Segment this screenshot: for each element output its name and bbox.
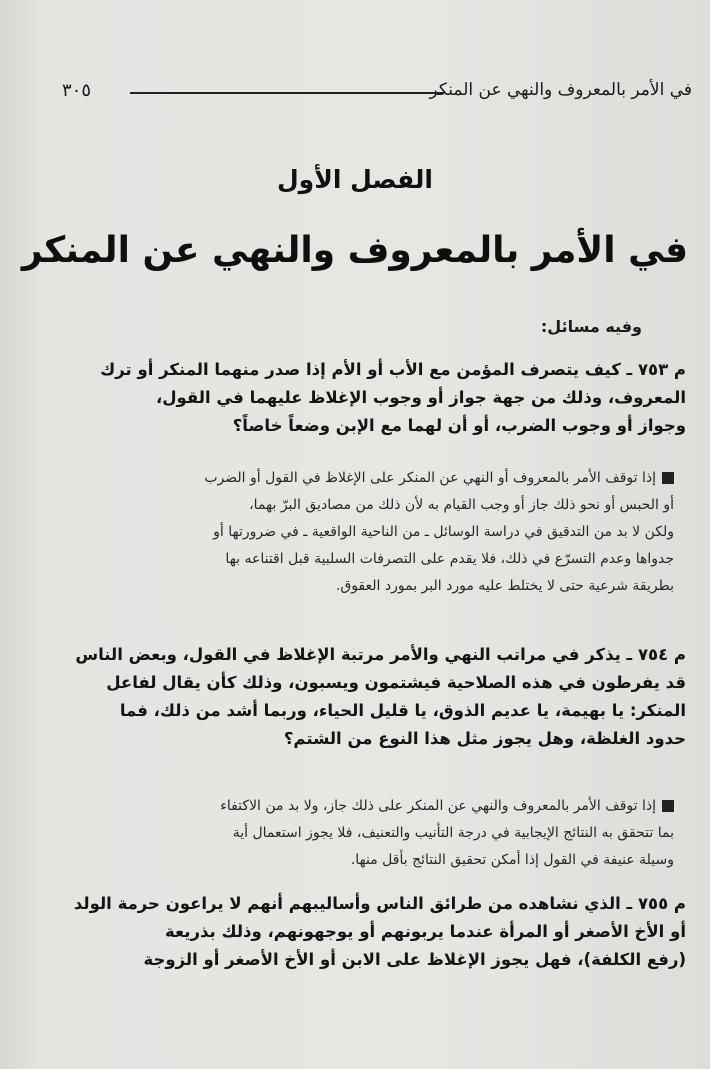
intro-text: وفيه مسائل: [540, 317, 642, 336]
question-line: م ٧٥٣ ـ كيف يتصرف المؤمن مع الأب أو الأم إذا صدر منهما المنكر أو ترك [100, 360, 686, 379]
chapter-title: في الأمر بالمعروف والنهي عن المنكر [21, 230, 689, 271]
answer-line-text: إذا توقف الأمر بالمعروف أو النهي عن المنكر على الإغلاظ في القول أو الضرب [204, 470, 656, 486]
answer-line: وسيلة عنيفة في القول إذا أمكن تحقيق النتائج بأقل منها. [350, 852, 674, 868]
question-754 [66, 641, 686, 753]
answer-marker-icon [662, 800, 674, 812]
answer-marker-icon [662, 472, 674, 484]
question-line: حدود الغلظة، وهل يجوز مثل هذا النوع من الشتم؟ [283, 729, 686, 748]
question-line: قد يفرطون في هذه الصلاحية فيشتمون ويسبون، وذلك كأن يقال لفاعل [106, 673, 686, 692]
answer-line-text: إذا توقف الأمر بالمعروف والنهي عن المنكر على ذلك جاز، ولا بد من الاكتفاء [220, 798, 656, 814]
question-line: (رفع الكلفة)، فهل يجوز الإغلاظ على الابن أو الأخ الأصغر أو الزوجة [143, 950, 686, 969]
answer-line: أو الحبس أو نحو ذلك جاز أو وجب القيام به لأن ذلك من مصاديق البرّ بهما، [249, 497, 674, 513]
page-number: ٣٠٥ [62, 80, 92, 101]
question-line: المعروف، وذلك من جهة جواز أو وجوب الإغلاظ عليهما في القول، [155, 388, 686, 407]
answer-line-first [74, 793, 674, 820]
question-753 [66, 356, 686, 440]
answer-line: جدواها وعدم التسرّع في ذلك، فلا يقدم على التصرفات السلبية قبل اقتناعه بها [225, 551, 674, 567]
running-title: في الأمر بالمعروف والنهي عن المنكر [429, 80, 692, 100]
answer-line-first [74, 465, 674, 492]
answer-753 [74, 465, 674, 600]
answer-line: بما تتحقق به النتائج الإيجابية في درجة التأنيب والتعنيف، فلا يجوز استعمال أية [232, 825, 674, 841]
answer-754 [74, 793, 674, 874]
question-line: م ٧٥٥ ـ الذي نشاهده من طرائق الناس وأساليبهم أنهم لا يراعون حرمة الولد [73, 894, 686, 913]
question-line: م ٧٥٤ ـ يذكر في مراتب النهي والأمر مرتبة الإغلاظ في القول، وبعض الناس [75, 645, 686, 664]
answer-line: بطريقة شرعية حتى لا يختلط عليه مورد البر بمورد العقوق. [335, 578, 674, 594]
header-rule [130, 92, 444, 94]
question-755 [66, 890, 686, 974]
chapter-label: الفصل الأول [276, 165, 434, 194]
question-line: وجواز أو وجوب الضرب، أو أن لهما مع الإبن وضعاً خاصاً؟ [232, 416, 686, 435]
question-line: أو الأخ الأصغر أو المرأة عندما يربونهم أو يوجهونهم، وذلك بذريعة [164, 922, 686, 941]
question-line: المنكر: يا بهيمة، يا عديم الذوق، يا قليل الحياء، وربما أشد من ذلك، فما [119, 701, 686, 720]
running-header [62, 80, 692, 110]
answer-line: ولكن لا بد من التدقيق في دراسة الوسائل ـ من الناحية الواقعية ـ في ضرورتها أو [213, 524, 674, 540]
